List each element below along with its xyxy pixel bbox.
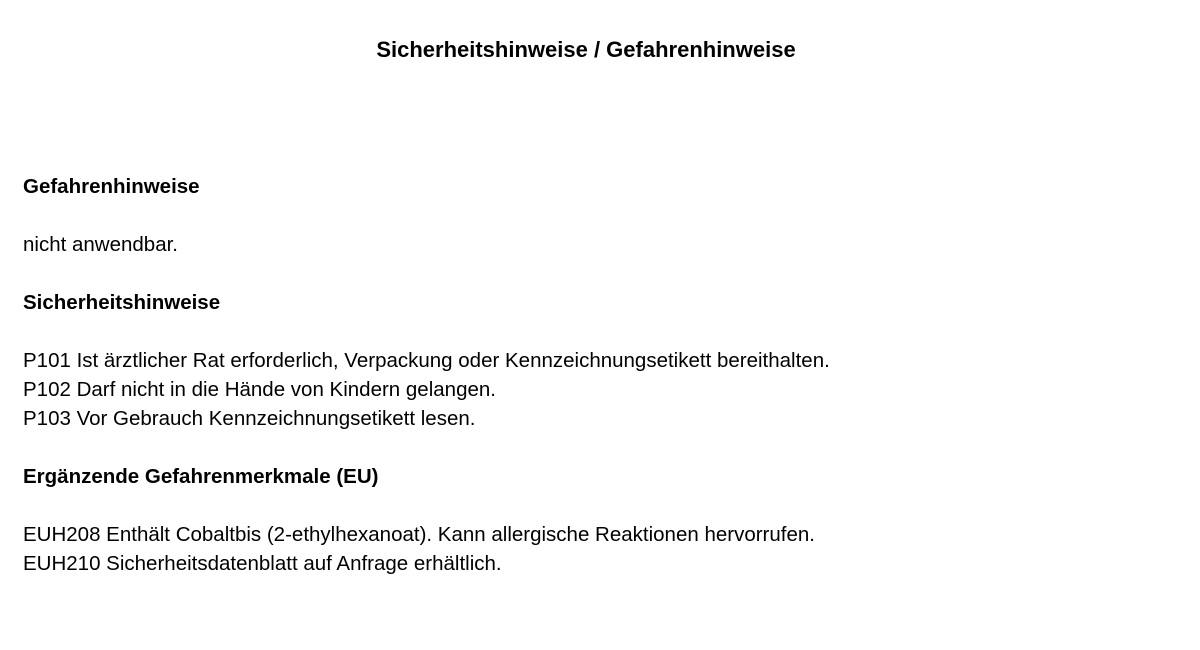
page-title: Sicherheitshinweise / Gefahrenhinweise	[376, 37, 796, 62]
section-supplemental-hazard-info	[23, 462, 1173, 578]
spacer	[23, 201, 1173, 230]
supplemental-statement-euh210: EUH210 Sicherheitsdatenblatt auf Anfrage erhältlich.	[23, 552, 502, 575]
spacer	[23, 433, 1173, 462]
section-precautionary-statements	[23, 288, 1173, 433]
spacer	[23, 491, 1173, 520]
supplemental-statement-euh208: EUH208 Enthält Cobaltbis (2-ethylhexanoat). Kann allergische Reaktionen hervorrufen.	[23, 523, 815, 546]
section-heading-precautionary-statements: Sicherheitshinweise	[23, 291, 221, 314]
precautionary-statement-p101: P101 Ist ärztlicher Rat erforderlich, Verpackung oder Kennzeichnungsetikett bereithalten.	[23, 349, 830, 372]
spacer	[23, 259, 1173, 288]
section-heading-hazard-statements: Gefahrenhinweise	[23, 175, 200, 198]
section-heading-supplemental-hazard-info: Ergänzende Gefahrenmerkmale (EU)	[23, 465, 379, 488]
document-content	[23, 172, 1173, 578]
precautionary-statement-p102: P102 Darf nicht in die Hände von Kindern gelangen.	[23, 378, 496, 401]
spacer	[23, 317, 1173, 346]
hazard-statement-line: nicht anwendbar.	[23, 233, 179, 256]
section-hazard-statements	[23, 172, 1173, 259]
precautionary-statement-p103: P103 Vor Gebrauch Kennzeichnungsetikett lesen.	[23, 407, 476, 430]
